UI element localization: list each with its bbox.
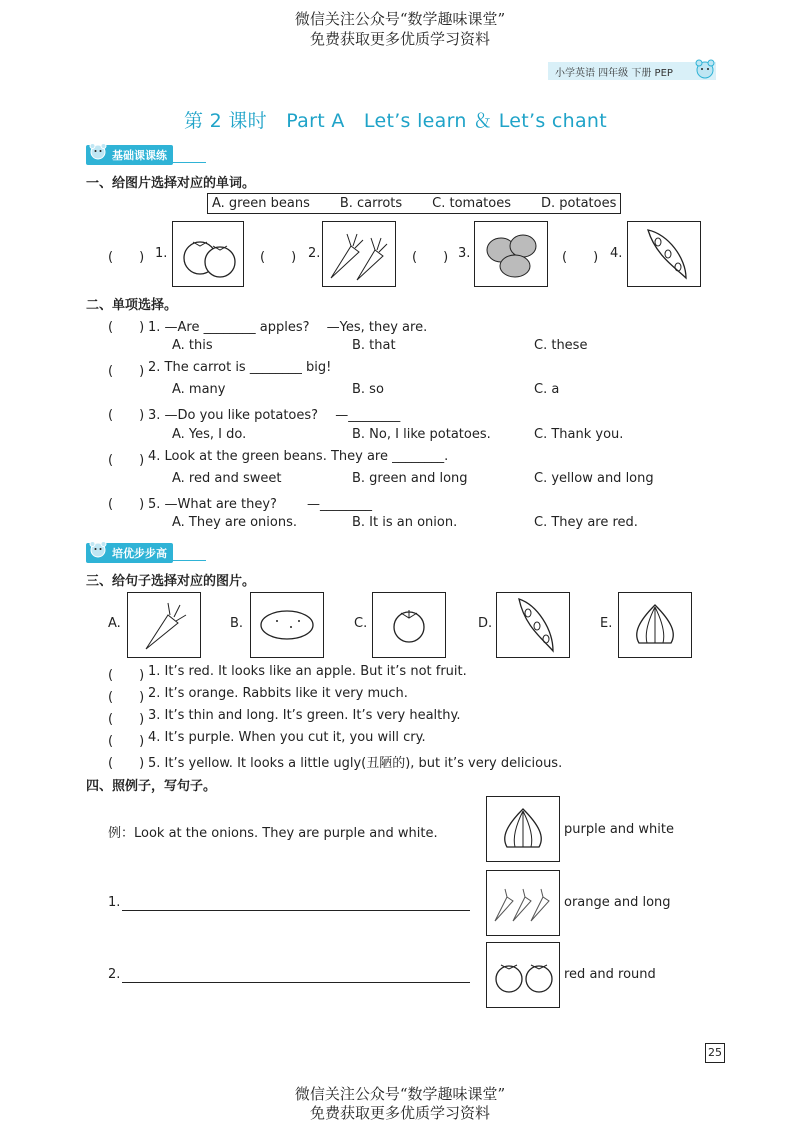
picture-green-beans [627, 221, 701, 287]
carrot-icon [487, 871, 559, 935]
item-number: 2. [108, 967, 121, 982]
option-b: B. green and long [352, 471, 468, 486]
item-number: 2. [308, 246, 321, 261]
option-c: C. these [534, 338, 588, 353]
item-number: 1. [155, 246, 168, 261]
picture-e-onion [618, 592, 692, 658]
header-book-info: 小学英语 四年级 下册 PEP [555, 68, 673, 79]
option-c: C. a [534, 382, 560, 397]
pic-label: E. [600, 616, 613, 631]
option-b: B. so [352, 382, 384, 397]
item2-label: red and round [564, 967, 656, 982]
picture-a-carrot [127, 592, 201, 658]
potato-icon [251, 593, 323, 657]
sentence: 4. It’s purple. When you cut it, you will cry. [148, 730, 426, 745]
sentence: 3. It’s thin and long. It’s green. It’s very healthy. [148, 708, 461, 723]
answer-blank[interactable]: ( ) [108, 668, 145, 683]
option-c: C. They are red. [534, 515, 638, 530]
part1-heading: 一、给图片选择对应的单词。 [86, 176, 256, 191]
answer-line-1[interactable] [122, 910, 470, 911]
bear-icon [89, 142, 107, 160]
pic-label: B. [230, 616, 244, 631]
section-underline [86, 162, 206, 163]
carrot-icon [128, 593, 200, 657]
answer-line-2[interactable] [122, 982, 470, 983]
answer-blank[interactable]: ( ) [108, 756, 145, 771]
example-label: purple and white [564, 822, 674, 837]
watermark-bottom-line1: 微信关注公众号“数学趣味课堂” [294, 1085, 506, 1103]
picture-d-green-beans [496, 592, 570, 658]
watermark-top-line1: 微信关注公众号“数学趣味课堂” [294, 10, 506, 28]
option-a: A. Yes, I do. [172, 427, 247, 442]
bear-icon [694, 58, 716, 80]
pic-label: C. [354, 616, 368, 631]
word-option: C. tomatoes [432, 196, 511, 211]
item-number: 1. [108, 895, 121, 910]
option-a: A. red and sweet [172, 471, 282, 486]
watermark-bottom-line2: 免费获取更多优质学习资料 [309, 1104, 490, 1122]
answer-blank[interactable]: ( ) [108, 364, 145, 379]
word-bank [207, 193, 621, 214]
answer-blank[interactable]: ( ) [108, 712, 145, 727]
bear-icon [89, 540, 107, 558]
onion-icon [487, 797, 559, 861]
green-bean-icon [497, 593, 569, 657]
picture-b-potato [250, 592, 324, 658]
option-a: A. They are onions. [172, 515, 297, 530]
answer-blank[interactable]: ( ) [412, 250, 449, 265]
sentence: 2. It’s orange. Rabbits like it very much. [148, 686, 408, 701]
word-option: B. carrots [339, 196, 403, 211]
answer-blank[interactable]: ( ) [108, 690, 145, 705]
picture-carrots [322, 221, 396, 287]
picture-tomatoes-small [486, 942, 560, 1008]
option-a: A. many [172, 382, 226, 397]
example-sentence: 例：Look at the onions. They are purple and white. [108, 826, 438, 841]
answer-blank[interactable]: ( ) [108, 320, 145, 335]
pic-label: D. [478, 616, 493, 631]
question-stem: 3. —Do you like potatoes? —________ [148, 408, 401, 423]
answer-blank[interactable]: ( ) [108, 408, 145, 423]
question-stem: 5. —What are they? —________ [148, 497, 373, 512]
part4-heading: 四、照例子，写句子。 [86, 779, 217, 794]
answer-blank[interactable]: ( ) [108, 453, 145, 468]
part3-heading: 三、给句子选择对应的图片。 [86, 574, 256, 589]
option-b: B. No, I like potatoes. [352, 427, 491, 442]
sentence: 5. It’s yellow. It looks a little ugly(丑陋的), but it’s very delicious. [148, 756, 563, 771]
option-b: B. It is an onion. [352, 515, 458, 530]
option-c: C. Thank you. [534, 427, 624, 442]
question-stem: 2. The carrot is ________ big! [148, 360, 332, 375]
item-number: 4. [610, 246, 623, 261]
tomato-icon [487, 943, 559, 1007]
answer-blank[interactable]: ( ) [108, 497, 145, 512]
picture-c-tomato [372, 592, 446, 658]
pic-label: A. [108, 616, 121, 631]
tomato-icon [373, 593, 445, 657]
item-number: 3. [458, 246, 471, 261]
picture-potatoes [474, 221, 548, 287]
sentence: 1. It’s red. It looks like an apple. But it’s not fruit. [148, 664, 467, 679]
part2-heading: 二、单项选择。 [86, 298, 178, 313]
green-bean-icon [628, 222, 700, 286]
word-option: A. green beans [212, 196, 310, 211]
option-b: B. that [352, 338, 396, 353]
watermark-top-line2: 免费获取更多优质学习资料 [309, 30, 490, 48]
potato-icon [475, 222, 547, 286]
section-underline [86, 560, 206, 561]
option-a: A. this [172, 338, 213, 353]
page-number: 25 [705, 1043, 725, 1063]
page-title: 第 2 课时 Part A Let’s learn ＆ Let’s chant [184, 110, 607, 132]
picture-carrots-small [486, 870, 560, 936]
answer-blank[interactable]: ( ) [108, 734, 145, 749]
answer-blank[interactable]: ( ) [562, 250, 599, 265]
picture-tomatoes [172, 221, 244, 287]
option-c: C. yellow and long [534, 471, 654, 486]
question-stem: 4. Look at the green beans. They are ________. [148, 449, 449, 464]
tomato-icon [173, 222, 243, 286]
carrot-icon [323, 222, 395, 286]
onion-icon [619, 593, 691, 657]
question-stem: 1. —Are ________ apples? —Yes, they are. [148, 320, 428, 335]
item1-label: orange and long [564, 895, 671, 910]
word-option: D. potatoes [541, 196, 617, 211]
answer-blank[interactable]: ( ) [108, 250, 145, 265]
picture-example-onion [486, 796, 560, 862]
section-badge-advanced-label: 培优步步高 [112, 547, 167, 560]
section-badge-basic-label: 基础课课练 [112, 149, 167, 162]
answer-blank[interactable]: ( ) [260, 250, 297, 265]
